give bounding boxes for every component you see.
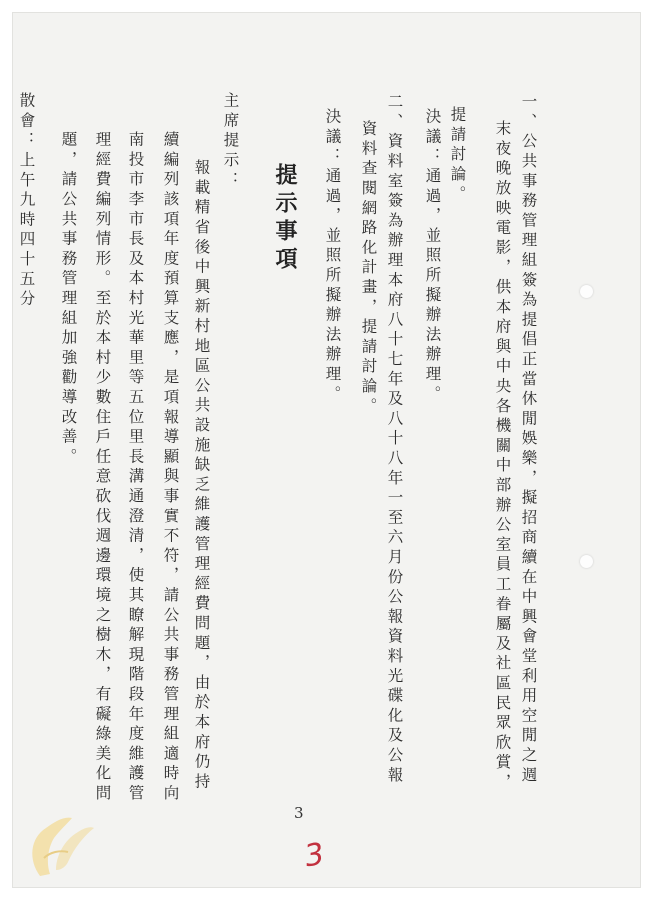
archive-logo-icon [20, 808, 100, 883]
page-number: 3 [294, 804, 304, 822]
item1-line3: 提請討論。 [448, 106, 467, 205]
item2-decision: 決議：通過，並照所擬辦法辦理。 [323, 108, 342, 405]
item1-decision: 決議：通過，並照所擬辦法辦理。 [423, 108, 442, 405]
chair-line1: 報載精省後中興新村地區公共設施缺乏維護管理經費問題，由於本府仍持 [192, 159, 211, 793]
item2-line1: 二、資料室簽為辦理本府八十七年及八十八年一至六月份公報資料光碟化及公報 [385, 93, 404, 786]
punch-hole-bottom [580, 555, 593, 568]
punch-hole-top [580, 285, 593, 298]
item1-line2: 末夜晚放映電影，供本府與中央各機關中部辦公室員工眷屬及社區民眾欣賞， [493, 120, 512, 794]
chair-line5: 題，請公共事務管理組加強勸導改善。 [59, 131, 78, 468]
chair-line2: 續編列該項年度預算支應，是項報導顯與事實不符，請公共事務管理組適時向 [161, 131, 180, 805]
item1-line1: 一、公共事務管理組簽為提倡正當休閒娛樂，擬招商續在中興會堂利用空閒之週 [519, 93, 538, 786]
chair-label: 主席提示： [221, 92, 240, 191]
section-heading: 提示事項 [272, 163, 298, 275]
handwritten-page-mark: 3 [302, 836, 327, 875]
chair-line3: 南投市李市長及本村光華里等五位里長溝通澄清，使其瞭解現階段年度維護管 [126, 131, 145, 805]
adjournment-line: 散會：上午九時四十五分 [17, 92, 36, 310]
chair-line4: 理經費編列情形。至於本村少數住戶任意砍伐週邊環境之樹木，有礙綠美化問 [93, 131, 112, 805]
item2-line2: 資料查閱網路化計畫，提請討論。 [359, 120, 378, 417]
